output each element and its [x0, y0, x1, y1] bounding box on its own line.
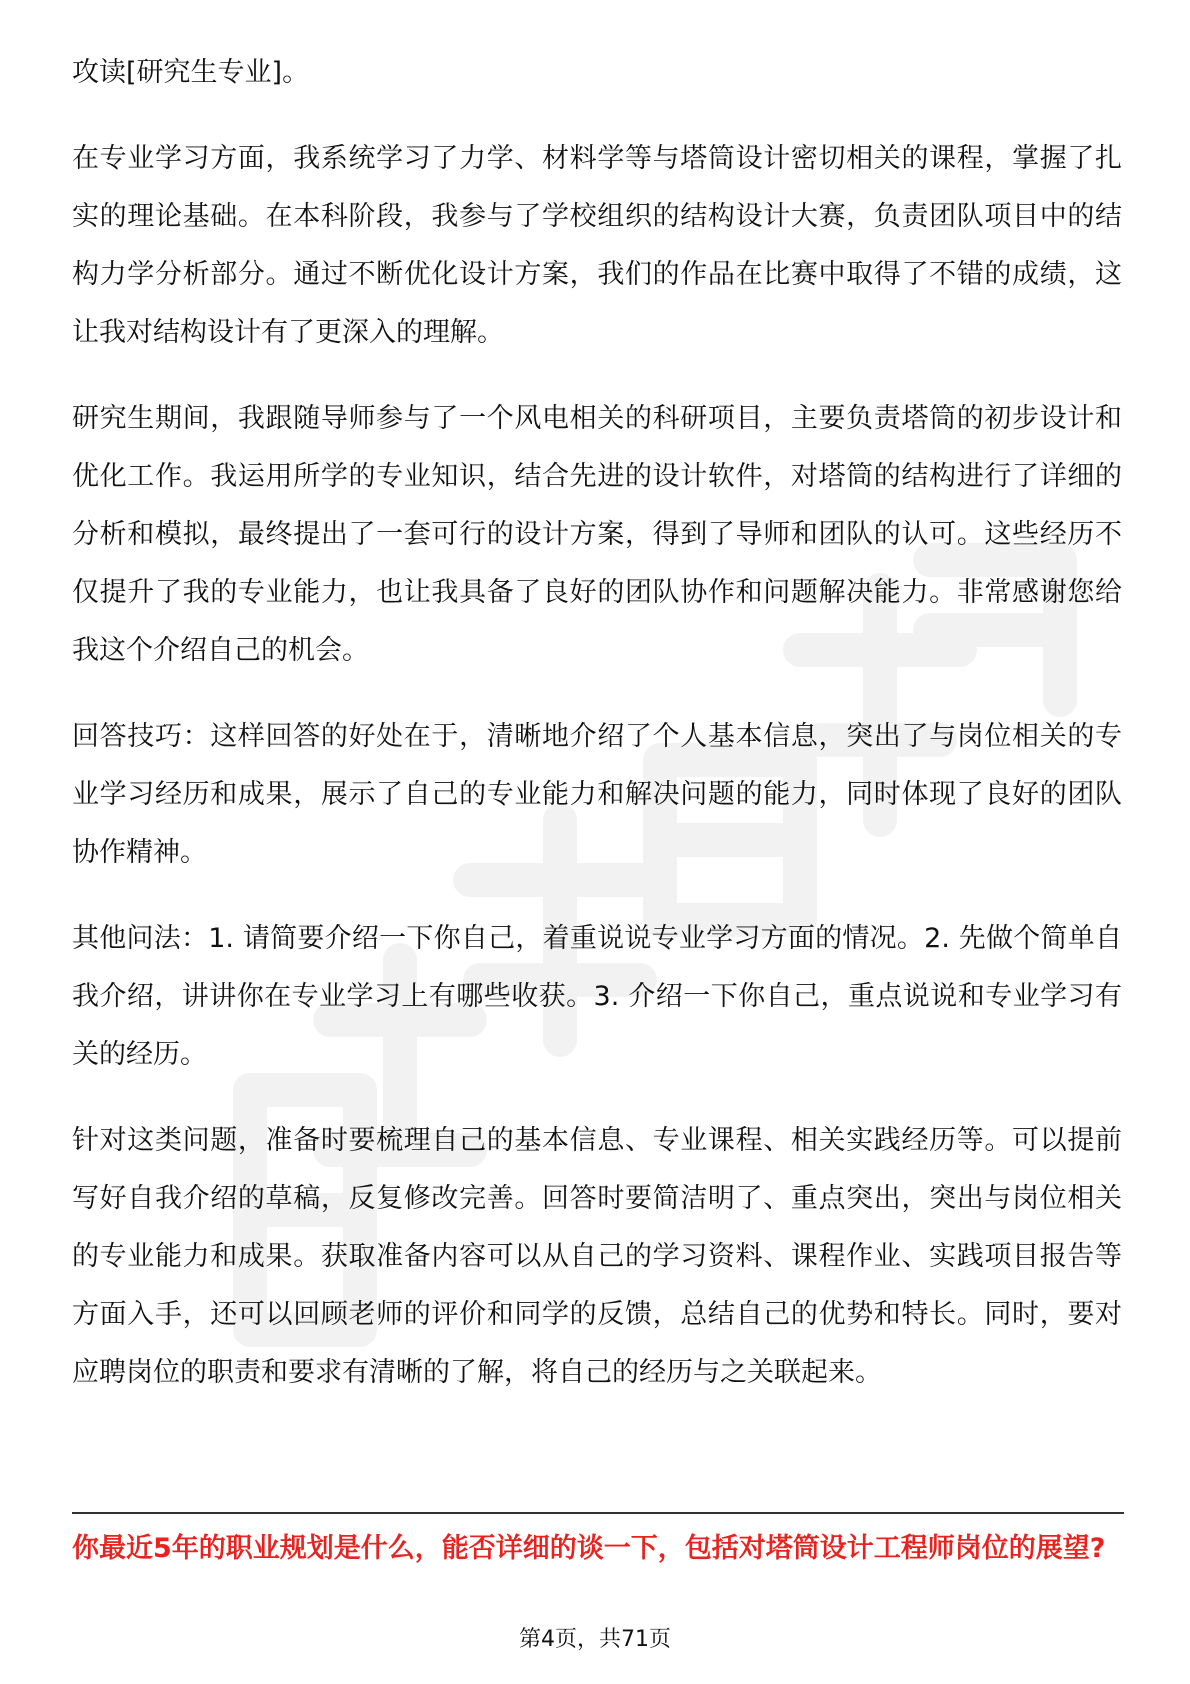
page-number: 第4页，共71页 — [519, 1627, 671, 1652]
section-divider — [72, 1512, 1124, 1514]
paragraph: 攻读[研究生专业]。 — [72, 57, 310, 88]
paragraph: 研究生期间，我跟随导师参与了一个风电相关的科研项目，主要负责塔筒的初步设计和优化工作。我运用所学的专业知识，结合先进的设计软件，对塔筒的结构进行了详细的分析和模拟，最终提出了一套可行的设计方案，得到了导师和团队的认可。这些经历不仅提升了我的专业能力，也让我具备了良好的团队协作和问题解决能力。非常感谢您给我这个介绍自己的机会。 — [72, 403, 1122, 666]
next-question-heading: 你最近5年的职业规划是什么，能否详细的谈一下，包括对塔筒设计工程师岗位的展望? — [72, 1533, 1106, 1564]
body-text — [72, 44, 1122, 1430]
paragraph: 在专业学习方面，我系统学习了力学、材料学等与塔筒设计密切相关的课程，掌握了扎实的理论基础。在本科阶段，我参与了学校组织的结构设计大赛，负责团队项目中的结构力学分析部分。通过不断优化设计方案，我们的作品在比赛中取得了不错的成绩，这让我对结构设计有了更深入的理解。 — [72, 143, 1122, 348]
paragraph: 其他问法：1. 请简要介绍一下你自己，着重说说专业学习方面的情况。2. 先做个简单自我介绍，讲讲你在专业学习上有哪些收获。3. 介绍一下你自己，重点说说和专业学习有关的经历。 — [72, 923, 1122, 1070]
paragraph: 针对这类问题，准备时要梳理自己的基本信息、专业课程、相关实践经历等。可以提前写好自我介绍的草稿，反复修改完善。回答时要简洁明了、重点突出，突出与岗位相关的专业能力和成果。获取准备内容可以从自己的学习资料、课程作业、实践项目报告等方面入手，还可以回顾老师的评价和同学的反馈，总结自己的优势和特长。同时，要对应聘岗位的职责和要求有清晰的了解，将自己的经历与之关联起来。 — [72, 1125, 1122, 1388]
paragraph: 回答技巧：这样回答的好处在于，清晰地介绍了个人基本信息，突出了与岗位相关的专业学习经历和成果，展示了自己的专业能力和解决问题的能力，同时体现了良好的团队协作精神。 — [72, 721, 1122, 868]
